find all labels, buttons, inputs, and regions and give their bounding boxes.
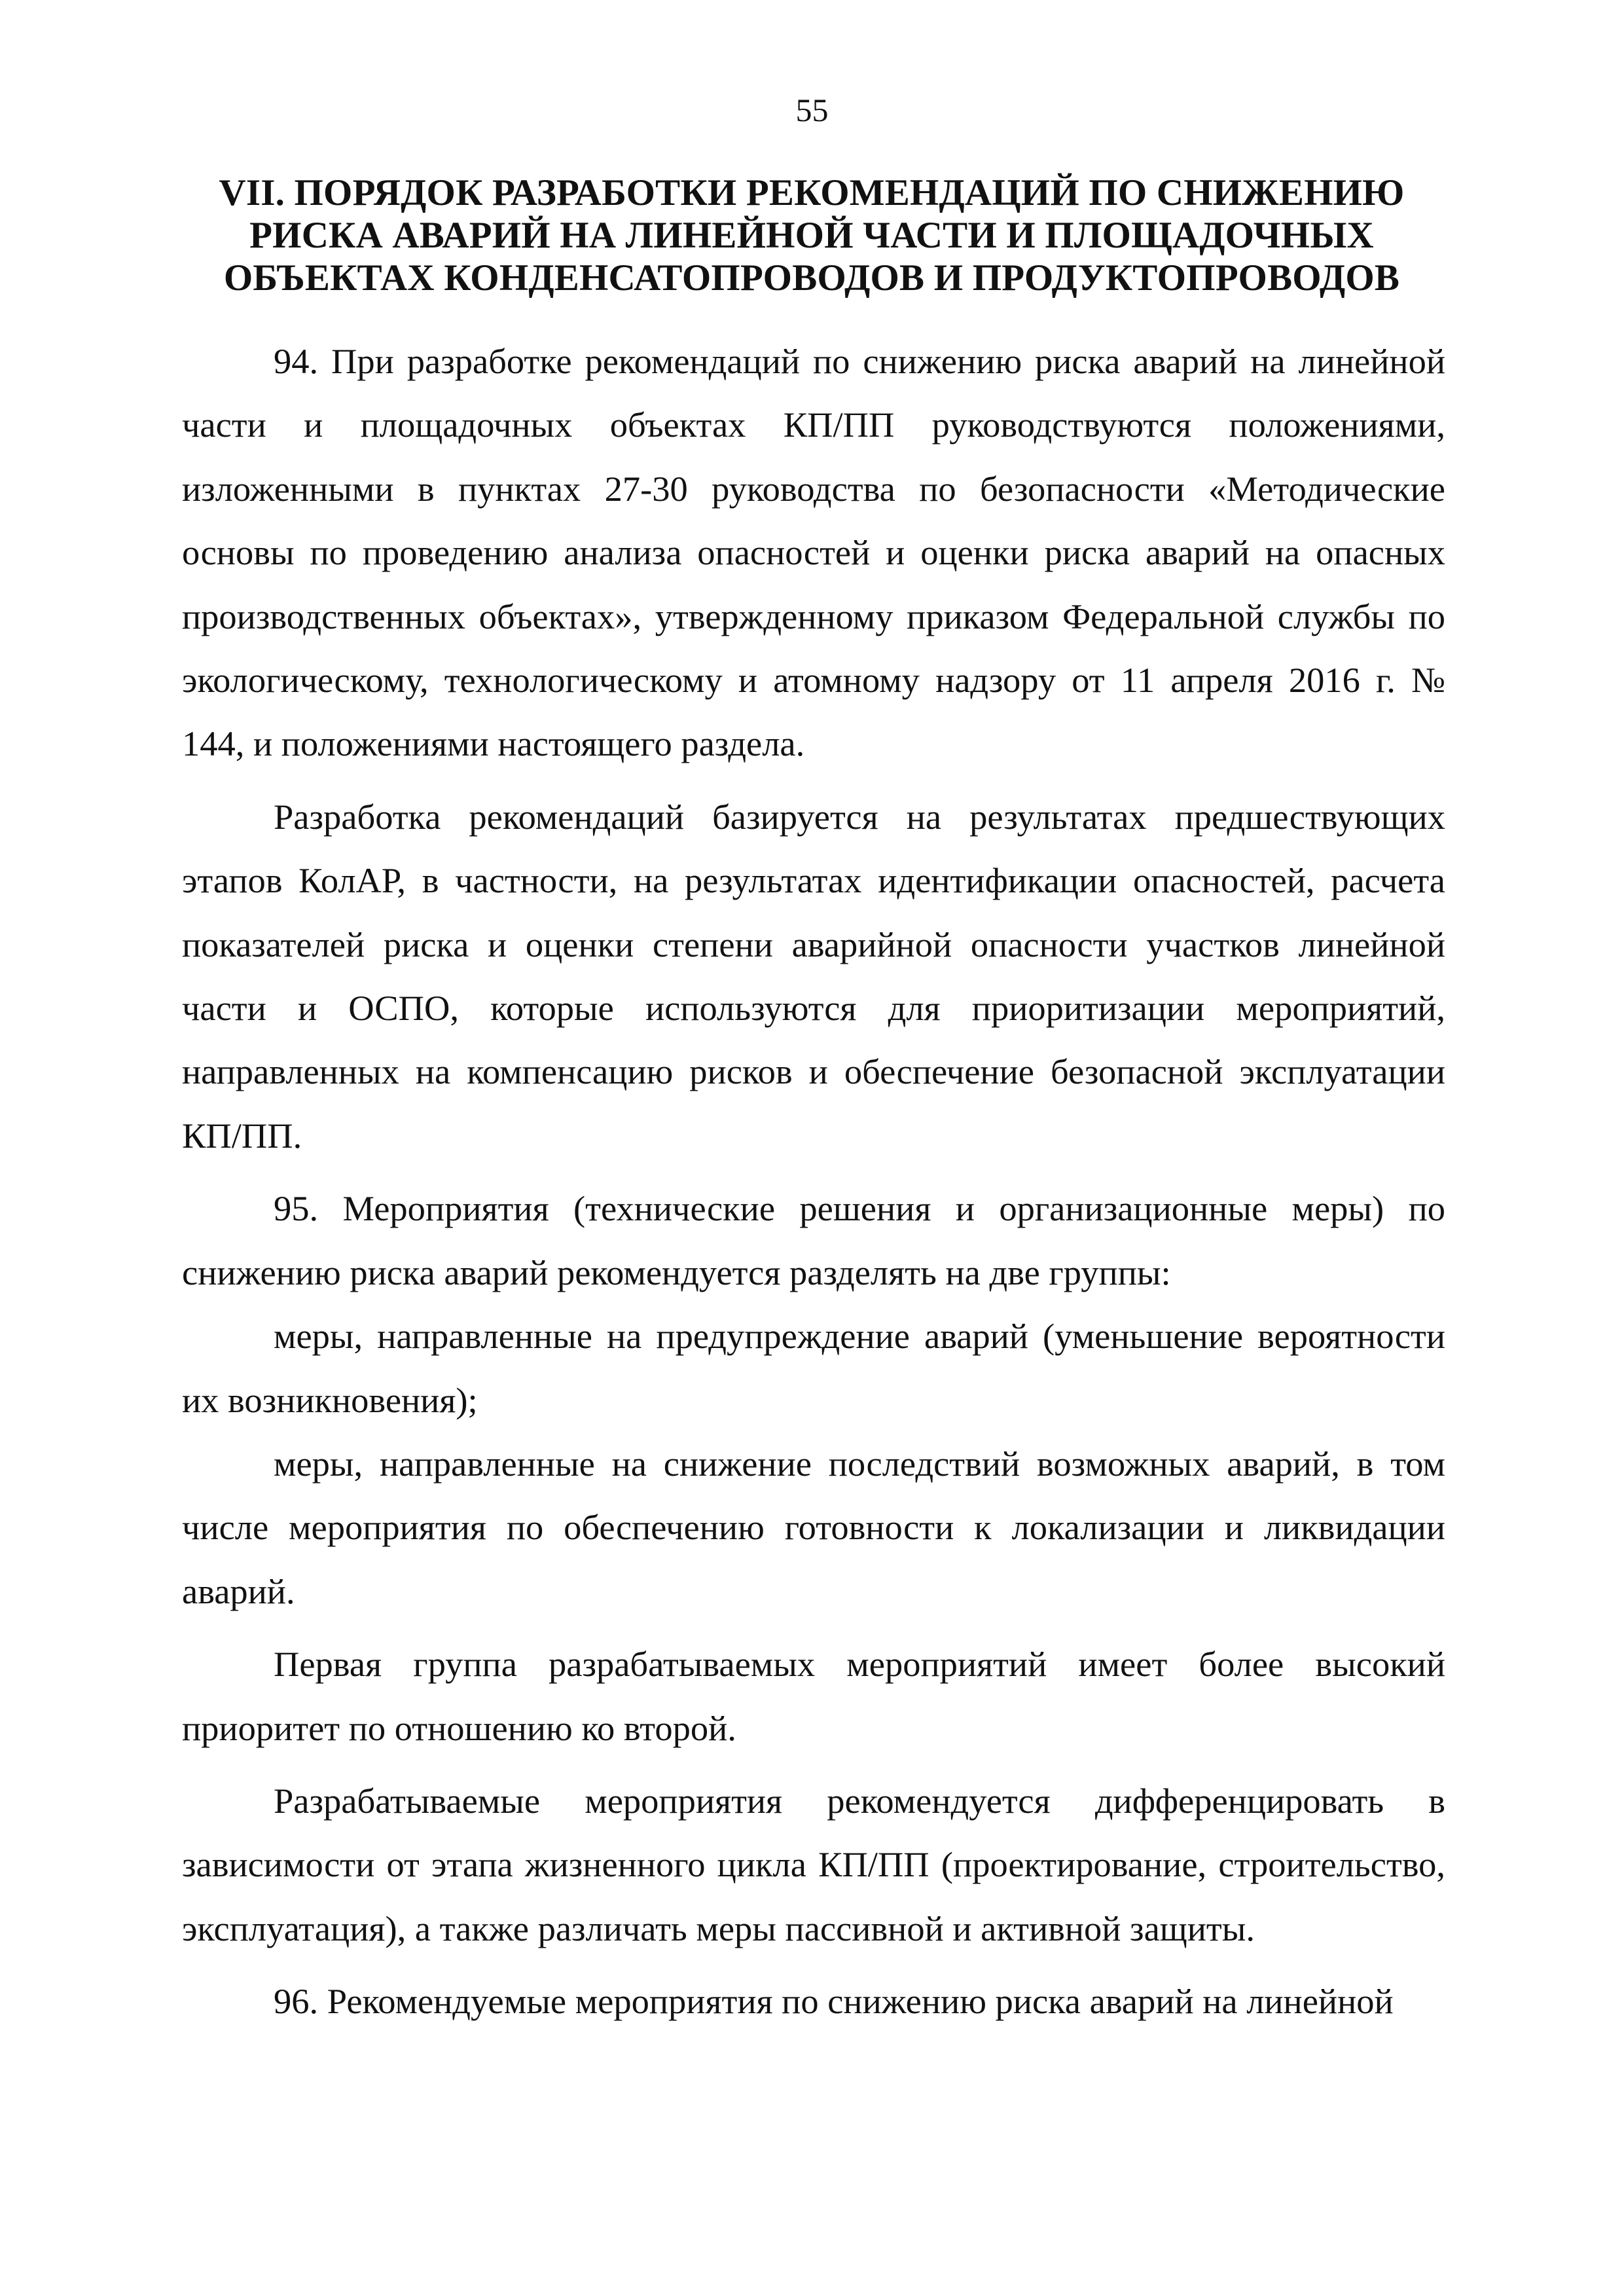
page-number: 55 [795,92,829,128]
paragraph-priority: Первая группа разрабатываемых мероприятий имеет более высокий приоритет по отношению ко второй. [182,1644,1445,1748]
paragraph-prevention-measures: меры, направленные на предупреждение аварий (уменьшение вероятности их возникновения); [182,1316,1445,1420]
section-title-line: ОБЪЕКТАХ КОНДЕНСАТОПРОВОДОВ И ПРОДУКТОПРОВОДОВ [223,257,1400,299]
section-title [196,172,1427,299]
paragraph-recommendations-basis: Разработка рекомендаций базируется на результатах предшествующих этапов КолАР, в частности, на результатах идентификации опасностей, расчета показателей риска и оценки степени аварийной опасности участков линейной части и ОСПО, которые используются для приоритизации мероприятий, направленных на компенсацию рисков и обеспечение безопасной эксплуатации КП/ПП. [182,796,1445,1156]
paragraph-96: 96. Рекомендуемые мероприятия по снижению риска аварий на линейной [274,1981,1394,2022]
paragraph-mitigation-measures: меры, направленные на снижение последствий возможных аварий, в том числе мероприятия по обеспечению готовности к локализации и ликвидации аварий. [182,1443,1445,1611]
section-title-line: РИСКА АВАРИЙ НА ЛИНЕЙНОЙ ЧАСТИ И ПЛОЩАДОЧНЫХ [249,215,1374,256]
paragraph-95: 95. Мероприятия (технические решения и организационные меры) по снижению риска аварий рекомендуется разделять на две группы: [182,1188,1445,1292]
section-title-line: VII. ПОРЯДОК РАЗРАБОТКИ РЕКОМЕНДАЦИЙ ПО СНИЖЕНИЮ [219,172,1405,213]
paragraph-94: 94. При разработке рекомендаций по снижению риска аварий на линейной части и площадочных объектах КП/ПП руководствуются положениями, изложенными в пунктах 27-30 руководства по безопасности «Методические основы по проведению анализа опасностей и оценки риска аварий на опасных производственных объектах», утвержденному приказом Федеральной службы по экологическому, технологическому и атомному надзору от 11 апреля 2016 г. № 144, и положениями настоящего раздела. [182,341,1445,764]
body-text [182,329,1445,2033]
paragraph-differentiation: Разрабатываемые мероприятия рекомендуется дифференцировать в зависимости от этапа жизненного цикла КП/ПП (проектирование, строительство, эксплуатация), а также различать меры пассивной и активной защиты. [182,1780,1445,1948]
